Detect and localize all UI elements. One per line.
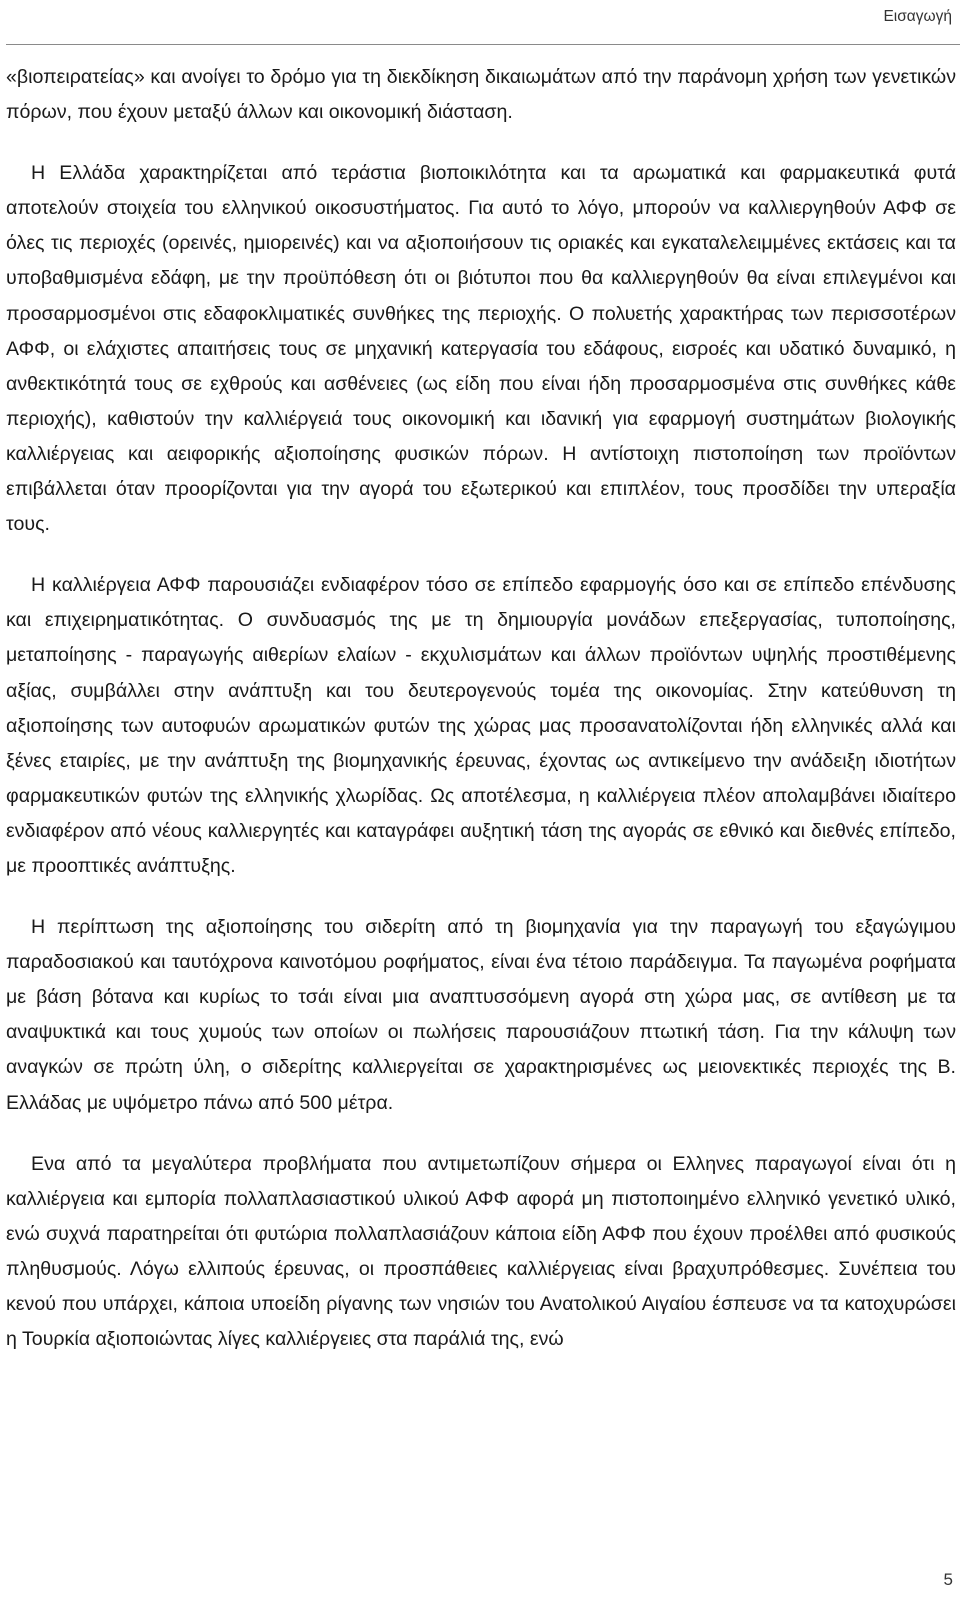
running-header-title: Εισαγωγή (883, 8, 952, 25)
paragraph-propagation-problem: Ενα από τα μεγαλύτερα προβλήματα που αντιμετωπίζουν σήμερα οι Ελληνες παραγωγοί είναι ότι η καλλιέργεια και εμπορία πολλαπλασιαστικού υλικού ΑΦΦ αφορά μη πιστοποιημένο ελληνικό γενετικό υλικό, ενώ συχνά παρατηρείται ότι φυτώρια πολλαπλασιάζουν κάποια είδη ΑΦΦ που έχουν προέλθει από φυσικούς πληθυσμούς. Λόγω ελλιπούς έρευνας, οι προσπάθειες καλλιέργειας είναι βραχυπρόθεσμες. Συνέπεια του κενού που υπάρχει, κάποια υποείδη ρίγανης των νησιών του Ανατολικού Αιγαίου έσπευσε να τα κατοχυρώσει η Τουρκία αξιοποιώντας λίγες καλλιέργειες στα παράλιά της, ενώ (6, 1152, 956, 1351)
paragraph-investment: Η καλλιέργεια ΑΦΦ παρουσιάζει ενδιαφέρον τόσο σε επίπεδο εφαρμογής όσο και σε επίπεδο επένδυσης και επιχειρηματικότητας. Ο συνδυασμός της με τη δημιουργία μονάδων επεξεργασίας, τυποποίησης, μεταποίησης - παραγωγής αιθερίων ελαίων - εκχυλισμάτων και άλλων προϊόντων υψηλής προστιθέμενης αξίας, συμβάλλει στην ανάπτυξη και του δευτερογενούς τομέα της οικονομίας. Στην κατεύθυνση τη αξιοποίησης των αυτοφυών αρωματικών φυτών της χώρας μας προσανατολίζονται ήδη ελληνικές αλλά και ξένες εταιρίες, με την ανάπτυξη της βιομηχανικής έρευνας, έχοντας ως αντικείμενο την ανάδειξη ιδιοτήτων φαρμακευτικών φυτών της ελληνικής χλωρίδας. Ως αποτέλεσμα, η καλλιέργεια πλέον απολαμβάνει ιδιαίτερο ενδιαφέρον από νέους καλλιεργητές και καταγράφει αυξητική τάση της αγοράς σε εθνικό και διεθνές επίπεδο, με προοπτικές ανάπτυξης. (6, 574, 956, 877)
paragraph-sideritis-example: Η περίπτωση της αξιοποίησης του σιδερίτη από τη βιομηχανία για την παραγωγή του εξαγώγιμου παραδοσιακού και ταυτόχρονα καινοτόμου ροφήματος, είναι ένα τέτοιο παράδειγμα. Τα παγωμένα ροφήματα με βάση βότανα και κυρίως το τσάι είναι μια αναπτυσσόμενη αγορά στη χώρα μας, σε αντίθεση με τα αναψυκτικά και τους χυμούς των οποίων οι πωλήσεις παρουσιάζουν πτωτική τάση. Για την κάλυψη των αναγκών σε πρώτη ύλη, ο σιδερίτης καλλιεργείται σε χαρακτηρισμένες ως μειονεκτικές περιοχές της Β. Ελλάδας με υψόμετρο πάνω από 500 μέτρα. (6, 916, 956, 1114)
body-text (6, 60, 956, 1357)
page-header (6, 0, 960, 45)
paragraph-biodiversity: Η Ελλάδα χαρακτηρίζεται από τεράστια βιοποικιλότητα και τα αρωματικά και φαρμακευτικά φυτά αποτελούν στοιχεία του ελληνικού οικοσυστήματος. Για αυτό το λόγο, μπορούν να καλλιεργηθούν ΑΦΦ σε όλες τις περιοχές (ορεινές, ημιορεινές) και να αξιοποιήσουν τις οριακές και εγκαταλελειμμένες εκτάσεις και τα υποβαθμισμένα εδάφη, με την προϋπόθεση ότι οι βιότυποι που θα καλλιεργηθούν θα είναι επιλεγμένοι και προσαρμοσμένοι στις εδαφοκλιματικές συνθήκες της περιοχής. Ο πολυετής χαρακτήρας των περισσοτέρων ΑΦΦ, οι ελάχιστες απαιτήσεις τους σε μηχανική κατεργασία του εδάφους, εισροές και υδατικό δυναμικό, η ανθεκτικότητά τους σε εχθρούς και ασθένειες (ως είδη που είναι ήδη προσαρμοσμένα στις συνθήκες κάθε περιοχής), καθιστούν την καλλιέργειά τους οικονομική και ιδανική για εφαρμογή συστημάτων βιολογικής καλλιέργειας και αειφορικής αξιοποίησης φυσικών πόρων. Η αντίστοιχη πιστοποίηση των προϊόντων επιβάλλεται όταν προορίζονται για την αγορά του εξωτερικού και επιπλέον, τους προσδίδει την υπεραξία τους. (6, 162, 956, 536)
paragraph-continuation: «βιοπειρατείας» και ανοίγει το δρόμο για τη διεκδίκηση δικαιωμάτων από την παράνομη χρήση των γενετικών πόρων, που έχουν μεταξύ άλλων και οικονομική διάσταση. (6, 66, 956, 124)
page-number: 5 (943, 1570, 953, 1589)
